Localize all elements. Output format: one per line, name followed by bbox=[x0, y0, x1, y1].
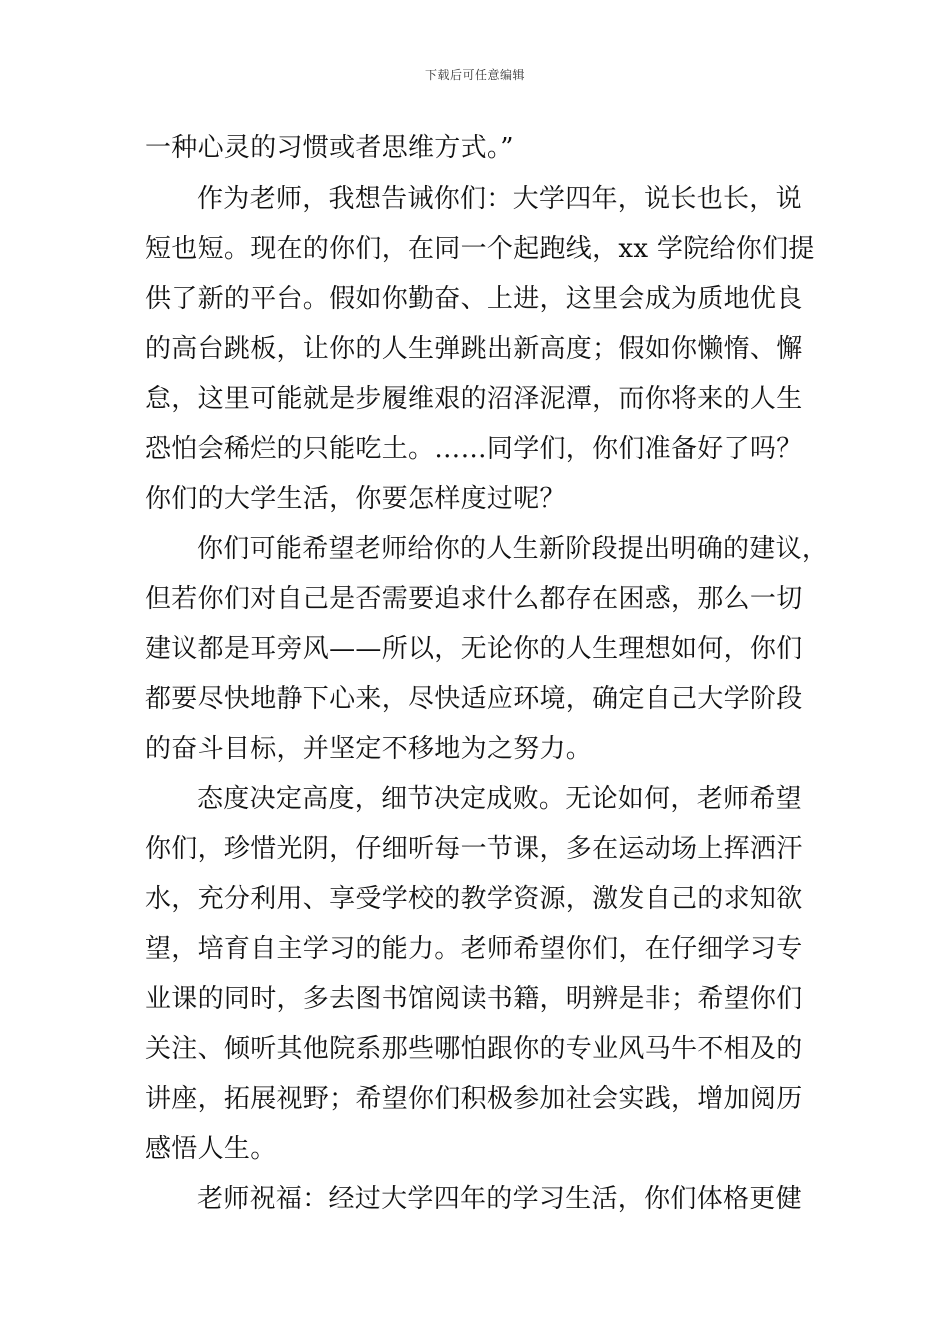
text-line: 关注、倾听其他院系那些哪怕跟你的专业风马牛不相及的 bbox=[145, 1034, 803, 1064]
text-line: 感悟人生。 bbox=[145, 1134, 277, 1164]
text-line: 水，充分利用、享受学校的教学资源，激发自己的求知欲 bbox=[145, 884, 803, 914]
text-line: 供了新的平台。假如你勤奋、上进，这里会成为质地优良 bbox=[145, 284, 803, 314]
text-line: 恐怕会稀烂的只能吃土。……同学们，你们准备好了吗？ bbox=[145, 434, 803, 464]
text-line: 的高台跳板，让你的人生弹跳出新高度；假如你懒惰、懈 bbox=[145, 334, 803, 364]
text-line: 都要尽快地静下心来，尽快适应环境，确定自己大学阶段 bbox=[145, 684, 803, 714]
text-line: 的奋斗目标，并坚定不移地为之努力。 bbox=[145, 734, 593, 764]
text-line: 望，培育自主学习的能力。老师希望你们，在仔细学习专 bbox=[145, 934, 803, 964]
text-line: 建议都是耳旁风——所以，无论你的人生理想如何，你们 bbox=[145, 634, 803, 664]
paragraph-first-line: 你们可能希望老师给你的人生新阶段提出明确的建议， bbox=[197, 534, 829, 564]
paragraph-first-line: 老师祝福：经过大学四年的学习生活，你们体格更健 bbox=[197, 1184, 802, 1214]
text-line: 短也短。现在的你们，在同一个起跑线，xx 学院给你们提 bbox=[145, 234, 815, 264]
page-header: 下载后可任意编辑 bbox=[424, 68, 525, 82]
text-line: 业课的同时，多去图书馆阅读书籍，明辨是非；希望你们 bbox=[145, 984, 803, 1014]
text-line: 一种心灵的习惯或者思维方式。” bbox=[145, 133, 514, 163]
paragraph-first-line: 作为老师，我想告诫你们：大学四年，说长也长，说 bbox=[197, 184, 802, 214]
text-line: 你们，珍惜光阴，仔细听每一节课，多在运动场上挥洒汗 bbox=[145, 834, 803, 864]
text-line: 讲座，拓展视野；希望你们积极参加社会实践，增加阅历 bbox=[145, 1084, 803, 1114]
text-line: 怠，这里可能就是步履维艰的沼泽泥潭，而你将来的人生 bbox=[145, 384, 803, 414]
text-line: 你们的大学生活，你要怎样度过呢？ bbox=[145, 484, 566, 514]
text-line: 但若你们对自己是否需要追求什么都存在困惑，那么一切 bbox=[145, 584, 803, 614]
paragraph-first-line: 态度决定高度，细节决定成败。无论如何，老师希望 bbox=[197, 784, 802, 814]
